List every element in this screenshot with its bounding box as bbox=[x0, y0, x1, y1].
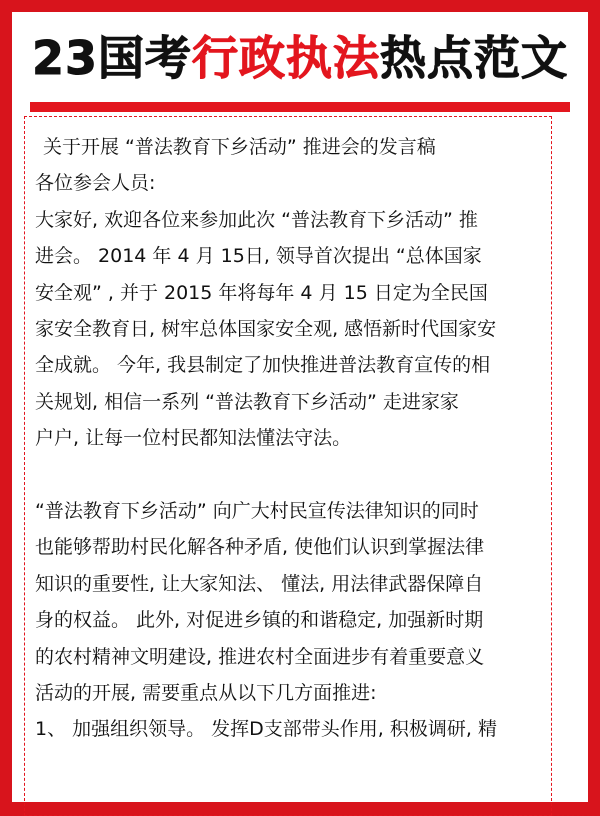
article-line: 也能够帮助村民化解各种矛盾, 使他们认识到掌握法律 bbox=[35, 536, 485, 559]
article-line: 户户, 让每一位村民都知法懂法守法。 bbox=[35, 427, 352, 450]
article-line: 1、 加强组织领导。 发挥D支部带头作用, 积极调研, 精 bbox=[35, 718, 497, 741]
article-line: 家安全教育日, 树牢总体国家安全观, 感悟新时代国家安 bbox=[35, 318, 497, 341]
article-line: 的农村精神文明建设, 推进农村全面进步有着重要意义 bbox=[35, 645, 485, 668]
article-line: 进会。 2014 年 4 月 15日, 领导首次提出 “总体国家 bbox=[35, 245, 482, 268]
article-line: 关规划, 相信一系列 “普法教育下乡活动” 走进家家 bbox=[35, 390, 459, 413]
article-line: “普法教育下乡活动” 向广大村民宣传法律知识的同时 bbox=[35, 500, 479, 523]
article-line: 各位参会人员: bbox=[35, 172, 156, 195]
article-line: 全成就。 今年, 我县制定了加快推进普法教育宣传的相 bbox=[35, 354, 491, 377]
page-title bbox=[12, 30, 588, 86]
title-part-1: 23国考 bbox=[31, 31, 192, 85]
article-box bbox=[24, 116, 552, 816]
article-line: 知识的重要性, 让大家知法、 懂法, 用法律武器保障自 bbox=[35, 572, 484, 595]
article-line: 活动的开展, 需要重点从以下几方面推进: bbox=[35, 682, 377, 705]
title-accent: 行政执法 bbox=[192, 31, 380, 85]
article-line: 安全观” , 并于 2015 年将每年 4 月 15 日定为全民国 bbox=[35, 281, 488, 304]
paragraph-gap bbox=[35, 457, 541, 493]
title-part-2: 热点范文 bbox=[380, 31, 568, 85]
article-line: 大家好, 欢迎各位来参加此次 “普法教育下乡活动” 推 bbox=[35, 208, 478, 231]
article-heading: 关于开展 “普法教育下乡活动” 推进会的发言稿 bbox=[43, 136, 436, 158]
title-divider bbox=[30, 102, 570, 112]
article-text bbox=[35, 129, 541, 748]
article-line: 身的权益。 此外, 对促进乡镇的和谐稳定, 加强新时期 bbox=[35, 609, 484, 632]
